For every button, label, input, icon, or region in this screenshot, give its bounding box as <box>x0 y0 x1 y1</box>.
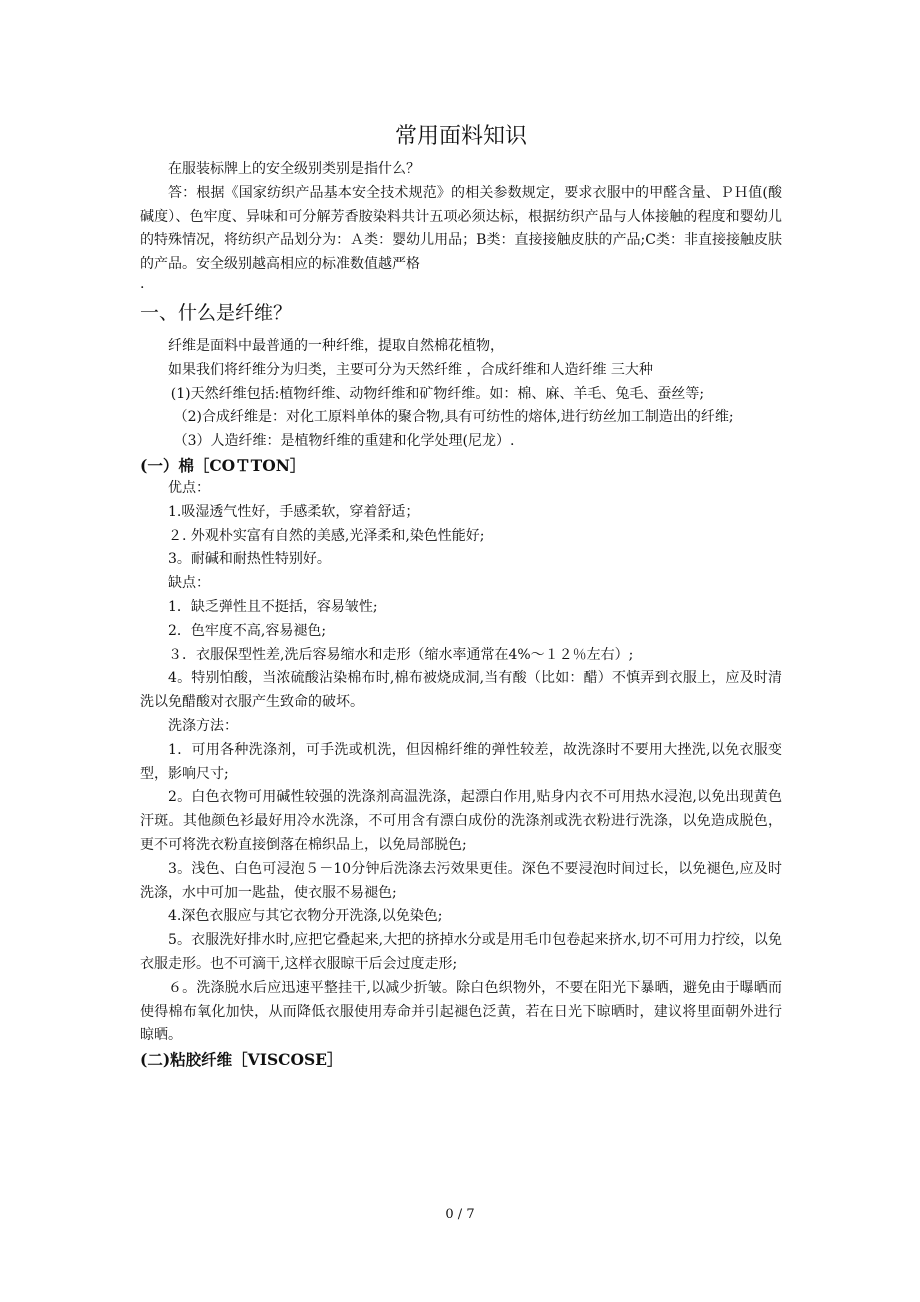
cotton-wash-item: ６。洗涤脱水后应迅速平整挂干,以减少折皱。除白色织物外，不要在阳光下暴晒，避免由于曝晒而使得棉布氧化加快，从而降低衣服使用寿命并引起褪色泛黄，若在日光下晾晒时，建议将里面朝外进行晾晒。 <box>140 979 782 1044</box>
cotton-con-item: 2．色牢度不高,容易褪色; <box>168 622 327 639</box>
cotton-wash-item: 5。衣服洗好排水时,应把它叠起来,大把的挤掉水分或是用毛巾包卷起来挤水,切不可用力拧绞，以免衣服走形。也不可滴干,这样衣服晾干后会过度走形; <box>140 932 782 972</box>
fiber-manmade-item: （3）人造纤维：是植物纤维的重建和化学处理(尼龙）. <box>173 433 515 450</box>
section-heading-cotton: (一）棉［COＴTON］ <box>140 455 306 475</box>
section-heading-viscose: (二)粘胶纤维［VISCOSE］ <box>140 1050 343 1070</box>
fiber-paragraph-2: 如果我们将纤维分为归类，主要可分为天然纤维 ，合成纤维和人造纤维 三大种 <box>168 361 653 378</box>
cotton-pro-item: 1.吸湿透气性好，手感柔软，穿着舒适； <box>168 503 420 520</box>
cotton-wash-item: 1．可用各种洗涤剂，可手洗或机洗，但因棉纤维的弹性较差，故洗涤时不要用大挫洗,以免衣服变型，影响尺寸; <box>140 741 782 782</box>
fiber-paragraph-1: 纤维是面料中最普通的一种纤维，提取自然棉花植物， <box>168 337 504 354</box>
page-number: 0 / 7 <box>445 1207 475 1222</box>
cotton-wash-item: 2。白色衣物可用碱性较强的洗涤剂高温洗涤，起漂白作用,贴身内衣不可用热水浸泡,以免出现黄色汗斑。其他颜色衫最好用冷水洗涤，不可用含有漂白成份的洗涤剂或洗衣粉进行洗涤，以免造成脱色，更不可将洗衣粉直接倒落在棉织品上，以免局部脱色; <box>140 789 782 853</box>
cotton-pro-item: 3。耐碱和耐热性特别好。 <box>168 551 331 568</box>
cotton-con-item: ３．衣服保型性差,洗后容易缩水和走形（缩水率通常在4%～１２％左右）; <box>168 646 634 663</box>
cotton-wash-item: 3。浅色、白色可浸泡５－10分钟后洗涤去污效果更佳。深色不要浸泡时间过长，以免褪色,应及时洗涤，水中可加一匙盐，使衣服不易褪色; <box>140 860 782 901</box>
intro-question: 在服装标牌上的安全级别类别是指什么？ <box>168 161 420 177</box>
intro-trailing-dot: . <box>140 275 145 292</box>
page-title: 常用面料知识 <box>394 124 527 149</box>
cotton-pros-label: 优点： <box>168 479 210 496</box>
document-body <box>140 122 782 1071</box>
fiber-synthetic-item: （2)合成纤维是：对化工原料单体的聚合物,具有可纺性的熔体,进行纺丝加工制造出的纤维; <box>173 409 734 426</box>
cotton-pro-item: ２. 外观朴实富有自然的美感,光泽柔和,染色性能好; <box>168 527 485 544</box>
cotton-cons-label: 缺点： <box>168 575 210 592</box>
cotton-con-item: 1．缺乏弹性且不挺括，容易皱性; <box>168 598 378 615</box>
intro-answer: 答：根据《国家纺织产品基本安全技术规范》的相关参数规定，要求衣服中的甲醛含量、ＰＨ值(酸碱度）、色牢度、异味和可分解芳香胺染料共计五项必须达标，根据纺织产品与人体接触的程度和婴幼儿的特殊情况，将纺织产品划分为：Ａ类：婴幼儿用品；B类：直接接触皮肤的产品;C类：非直接接触皮肤的产品。安全级别越高相应的标准数值越严格 <box>140 184 782 273</box>
cotton-wash-label: 洗涤方法： <box>168 717 238 734</box>
section-heading-fiber: 一、什么是纤维？ <box>140 301 293 324</box>
cotton-con-item: 4。特别怕酸，当浓硫酸沾染棉布时,棉布被烧成洞,当有酸（比如：醋）不慎弄到衣服上，应及时清洗以免醋酸对衣服产生致命的破坏。 <box>140 670 782 711</box>
cotton-wash-item: 4.深色衣服应与其它衣物分开洗涤,以免染色; <box>168 908 443 925</box>
fiber-natural-item: (1)天然纤维包括:植物纤维、动物纤维和矿物纤维。如：棉、麻、羊毛、兔毛、蚕丝等; <box>170 385 705 402</box>
